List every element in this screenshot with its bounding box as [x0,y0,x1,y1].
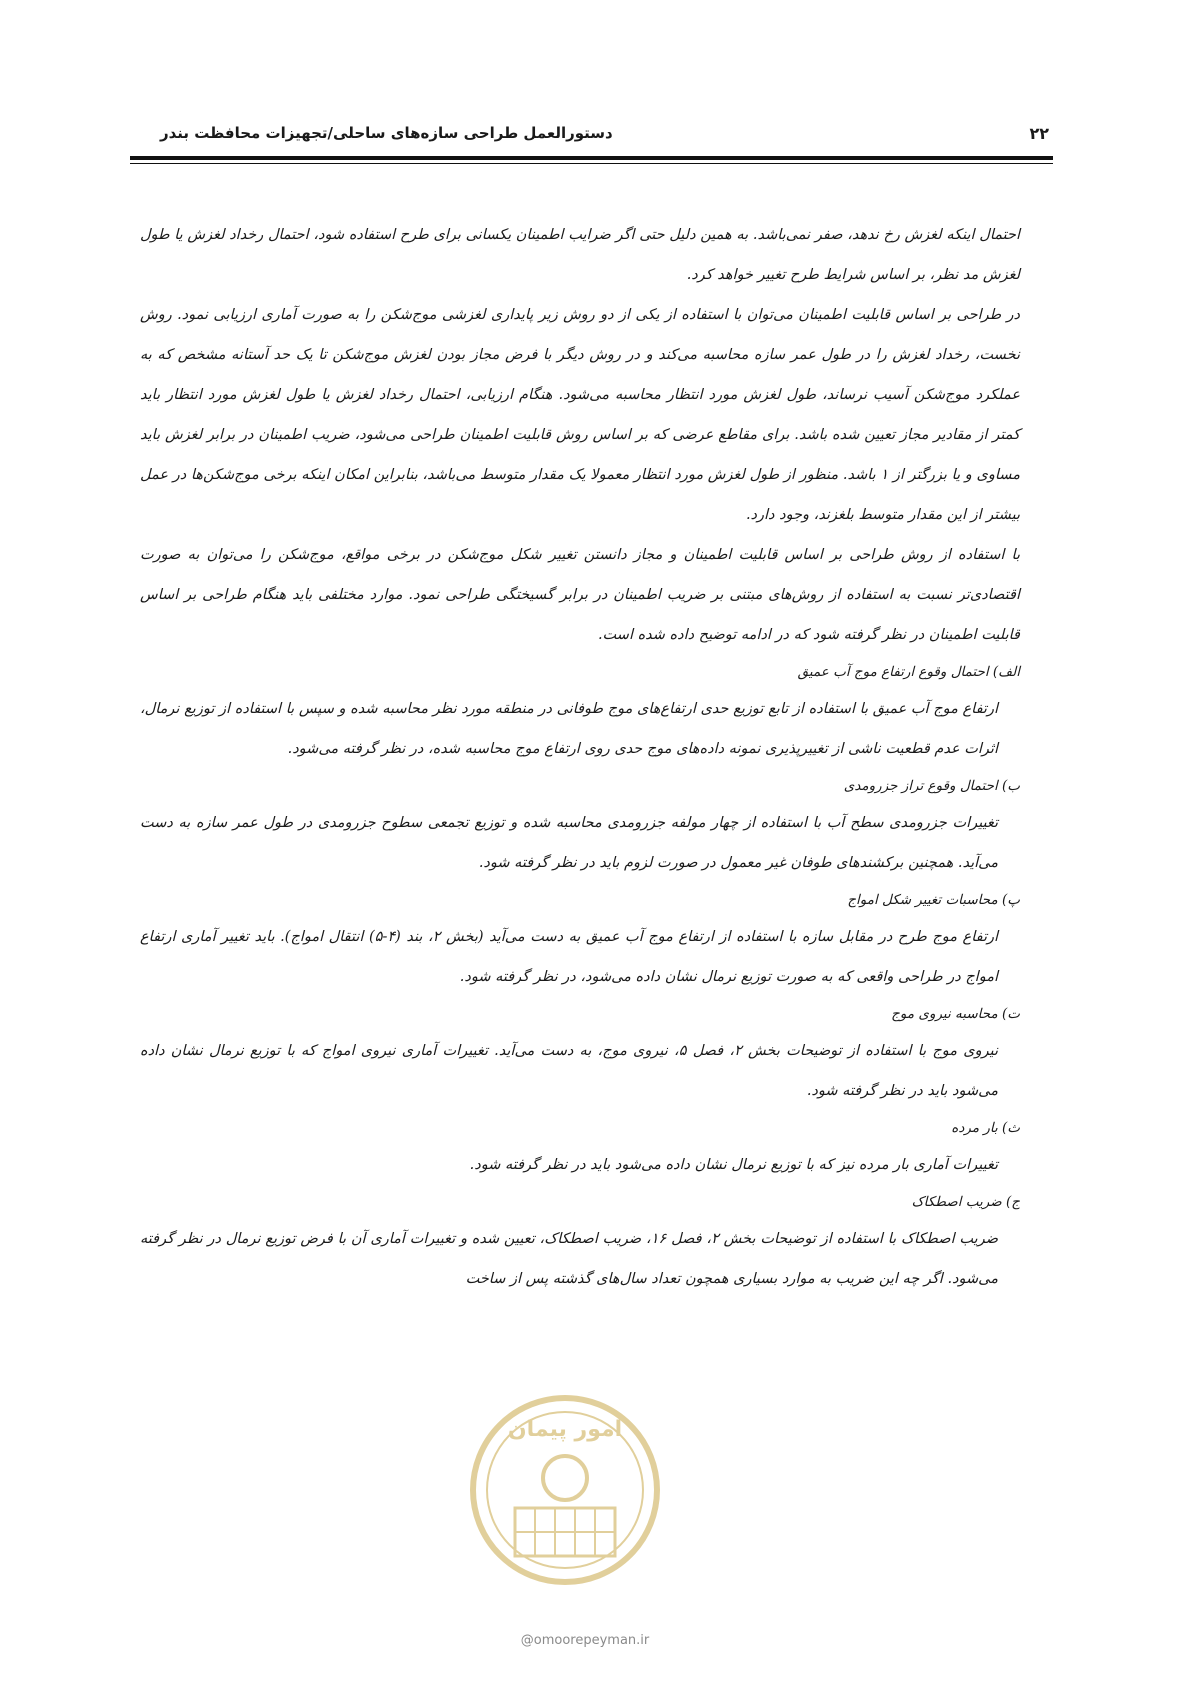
paragraph-3: با استفاده از روش طراحی بر اساس قابلیت اطمینان و مجاز دانستن تغییر شکل موج‌شکن در برخی مواقع، موج‌شکن را می‌توان به صورت اقتصادی‌تر نسبت به استفاده از روش‌های مبتنی بر ضریب اطمینان در برابر گسیختگی طراحی نمود. موارد مختلفی باید هنگام طراحی بر اساس قابلیت اطمینان در نظر گرفته شود که در ادامه توضیح داده شده است. [140,547,1020,643]
section-text-se: تغییرات آماری بار مرده نیز که با توزیع نرمال نشان داده می‌شود باید در نظر گرفته شود. [469,1157,998,1173]
section-text-jim: ضریب اصطکاک با استفاده از توضیحات بخش ۲، فصل ۱۶، ضریب اصطکاک، تعیین شده و تغییرات آماری آن با فرض توزیع نرمال در نظر گرفته می‌شود. اگر چه این ضریب به موارد بسیاری همچون تعداد سال‌های گذشته پس از ساخت [140,1231,999,1287]
watermark-url: @omoorepeyman.ir [520,1633,650,1648]
section-heading-alef: الف) احتمال وقوع ارتفاع موج آب عمیق [797,664,1020,680]
section-heading-jim: ج) ضریب اصطکاک [911,1194,1020,1210]
page-number: ۲۲ [1029,124,1049,143]
page-header [130,124,1053,152]
section-text-alef: ارتفاع موج آب عمیق با استفاده از تابع توزیع حدی ارتفاع‌های موج طوفانی در منطقه مورد نظر محاسبه شده و سپس با استفاده از توزیع نرمال، اثرات عدم قطعیت ناشی از تغییرپذیری نمونه داده‌های موج حدی روی ارتفاع موج محاسبه شده، در نظر گرفته می‌شود. [140,701,998,757]
section-heading-se: ث) بار مرده [951,1120,1020,1136]
section-heading-be: ب) احتمال وقوع تراز جزرومدی [843,778,1020,794]
body-text [140,215,1020,1299]
header-rule-thick [130,156,1053,160]
section-text-be: تغییرات جزرومدی سطح آب با استفاده از چهار مولفه جزرومدی محاسبه شده و توزیع تجمعی سطوح جزرومدی در طول عمر سازه به دست می‌آید. همچنین برکشندهای طوفان غیر معمول در صورت لزوم باید در نظر گرفته شود. [140,815,998,871]
section-heading-te: ت) محاسبه نیروی موج [891,1006,1020,1022]
section-text-te: نیروی موج با استفاده از توضیحات بخش ۲، فصل ۵، نیروی موج، به دست می‌آید. تغییرات آماری نیروی امواج که با توزیع نرمال نشان داده می‌شود باید در نظر گرفته شود. [140,1043,998,1099]
seal-text: امور پیمان [507,1417,623,1442]
running-title: دستورالعمل طراحی سازه‌های ساحلی/تجهیزات محافظت بندر [160,124,613,142]
paragraph-2: در طراحی بر اساس قابلیت اطمینان می‌توان با استفاده از یکی از دو روش زیر پایداری لغزشی موج‌شکن را به صورت آماری ارزیابی نمود. روش نخست، رخداد لغزش را در طول عمر سازه محاسبه می‌کند و در روش دیگر با فرض مجاز بودن لغزش موج‌شکن تا یک حد آستانه مشخص که به عملکرد موج‌شکن آسیب نرساند، طول لغزش مورد انتظار محاسبه می‌شود. هنگام ارزیابی، احتمال رخداد لغزش یا طول لغزش مورد انتظار باید کمتر از مقادیر مجاز تعیین شده باشد. برای مقاطع عرضی که بر اساس روش قابلیت اطمینان طراحی می‌شود، ضریب اطمینان در برابر لغزش باید مساوی و یا بزرگتر از ۱ باشد. منظور از طول لغزش مورد انتظار معمولا یک مقدار متوسط می‌باشد، بنابراین امکان اینکه برخی موج‌شکن‌ها در عمل بیشتر از این مقدار متوسط بلغزند، وجود دارد. [140,307,1020,523]
section-heading-pe: پ) محاسبات تغییر شکل امواج [847,892,1020,908]
seal-center-icon [543,1456,587,1500]
paragraph-1: احتمال اینکه لغزش رخ ندهد، صفر نمی‌باشد. به همین دلیل حتی اگر ضرایب اطمینان یکسانی برای طرح استفاده شود، احتمال رخداد لغزش یا طول لغزش مد نظر، بر اساس شرایط طرح تغییر خواهد کرد. [140,227,1020,283]
header-rule-thin [130,163,1053,164]
section-text-pe: ارتفاع موج طرح در مقابل سازه با استفاده از ارتفاع موج آب عمیق به دست می‌آید (بخش ۲، بند (۴-۵) انتقال امواج). باید تغییر آماری ارتفاع امواج در طراحی واقعی که به صورت توزیع نرمال نشان داده می‌شود، در نظر گرفته شود. [140,929,999,985]
watermark-seal [465,1390,665,1590]
